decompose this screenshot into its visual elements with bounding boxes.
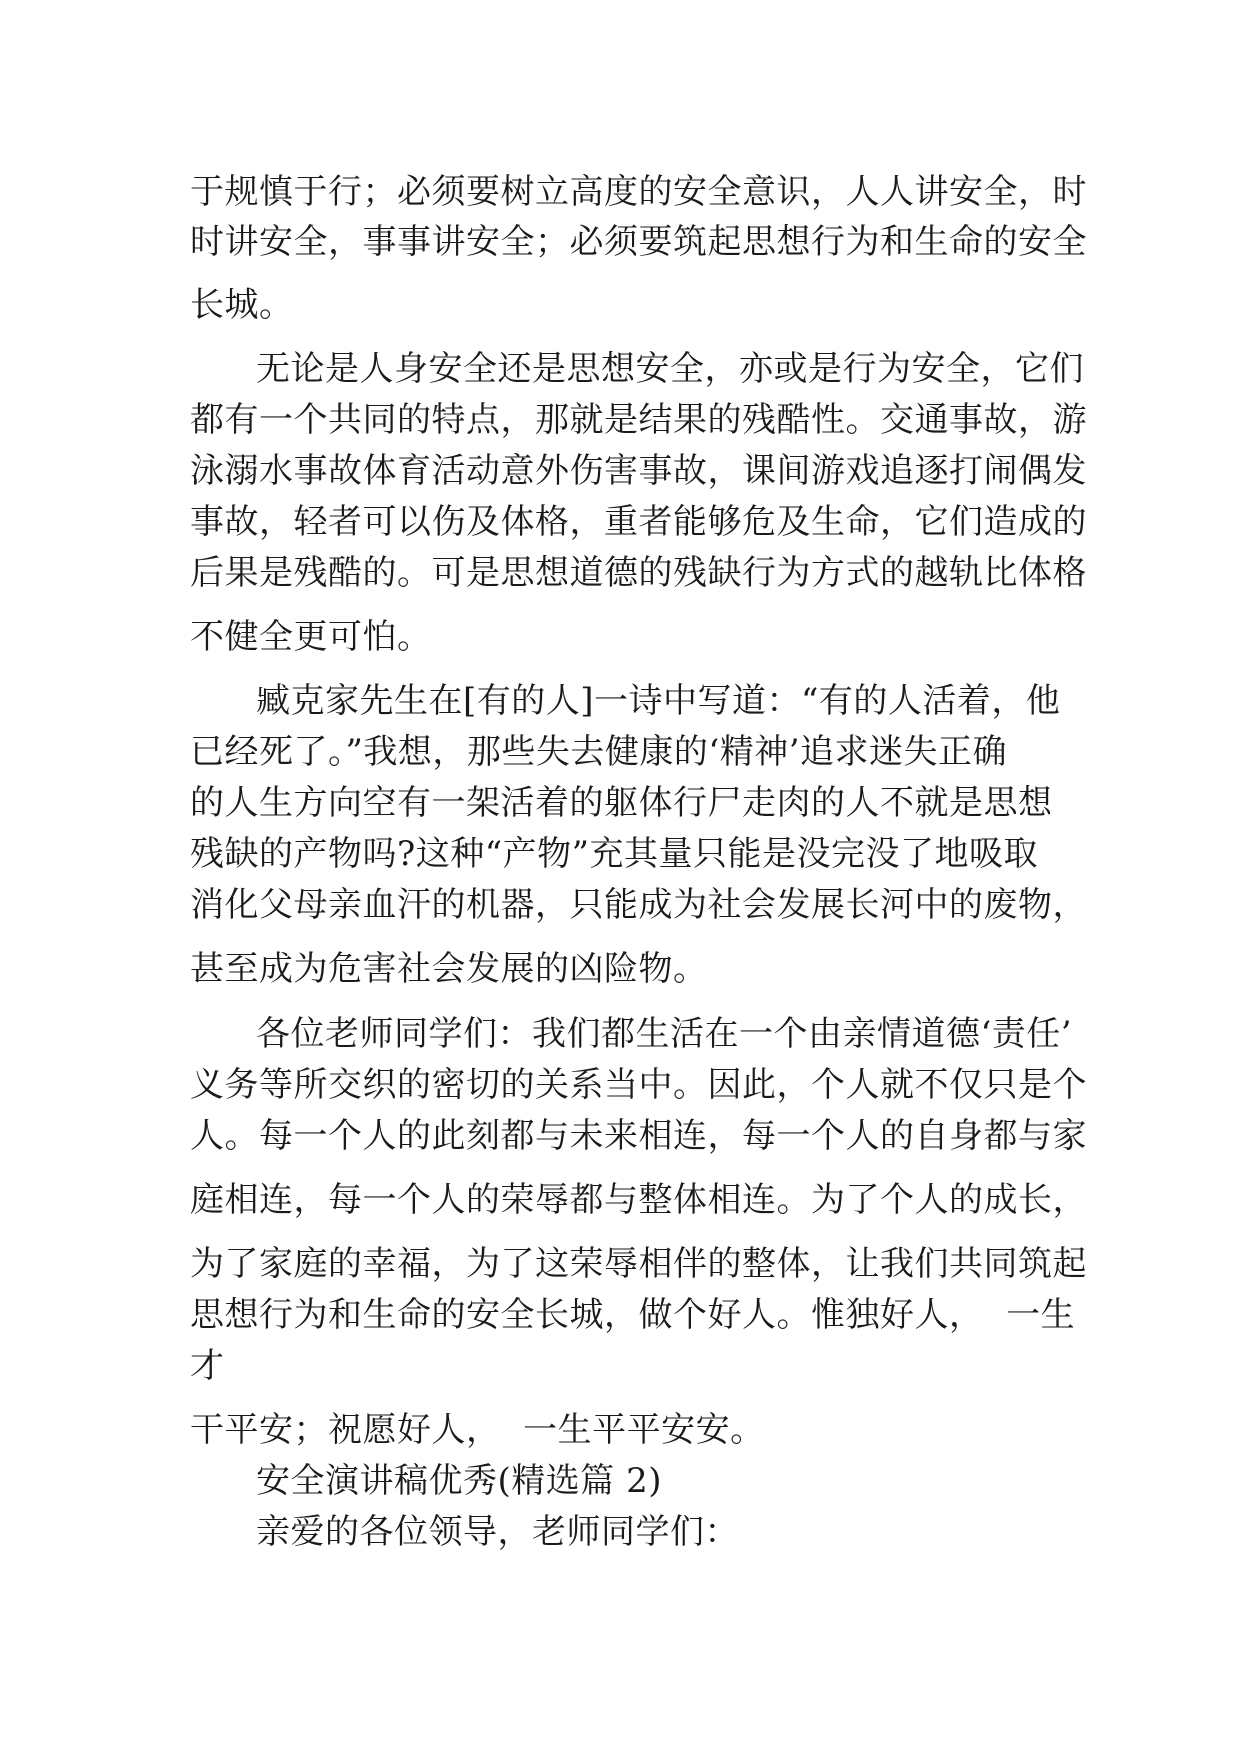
text-line: 都有一个共同的特点，那就是结果的残酷性。交通事故，游 [190,400,1087,440]
text-line: 于规慎于行；必须要树立高度的安全意识，人人讲安全，时 [190,172,1087,212]
text-line: 长城。 [190,285,294,325]
text-line: 甚至成为危害社会发展的凶险物。 [190,949,708,989]
text-line: 的人生方向空有一架活着的躯体行尸走肉的人不就是思想 [190,783,1053,823]
salutation: 亲爱的各位领导，老师同学们： [256,1512,739,1552]
paragraph-first-line: 无论是人身安全还是思想安全，亦或是行为安全，它们 [256,349,1084,389]
text-line: 干平安；祝愿好人， 一生平平安安。 [190,1410,765,1450]
text-line: 时讲安全，事事讲安全；必须要筑起思想行为和生命的安全 [190,222,1087,262]
paragraph-first-line: 臧克家先生在[有的人]一诗中写道：“有的人活着，他 [256,681,1061,721]
text-line: 人。每一个人的此刻都与未来相连，每一个人的自身都与家 [190,1116,1087,1156]
paragraph-first-line: 各位老师同学们：我们都生活在一个由亲情道德‘责任’ [256,1014,1073,1054]
text-line: 思想行为和生命的安全长城，做个好人。惟独好人， 一生 [190,1295,1076,1335]
text-line: 不健全更可怕。 [190,617,432,657]
text-line: 事故，轻者可以伤及体格，重者能够危及生命，它们造成的 [190,502,1087,542]
text-line: 泳溺水事故体育活动意外伤害事故，课间游戏追逐打闹偶发 [190,451,1087,491]
text-line: 后果是残酷的。可是思想道德的残缺行为方式的越轨比体格 [190,553,1087,593]
text-line: 为了家庭的幸福，为了这荣辱相伴的整体，让我们共同筑起 [190,1244,1087,1284]
text-line: 义务等所交织的密切的关系当中。因此，个人就不仅只是个 [190,1065,1087,1105]
text-line: 消化父母亲血汗的机器，只能成为社会发展长河中的废物， [190,885,1087,925]
text-line: 残缺的产物吗?这种“产物”充其量只能是没完没了地吸取 [190,834,1038,874]
text-line: 已经死了。”我想，那些失去健康的‘精神’追求迷失正确 [190,732,1007,772]
text-line: 庭相连，每一个人的荣辱都与整体相连。为了个人的成长， [190,1180,1087,1220]
section-heading: 安全演讲稿优秀(精选篇 2) [256,1461,662,1501]
text-line: 才 [190,1346,225,1386]
